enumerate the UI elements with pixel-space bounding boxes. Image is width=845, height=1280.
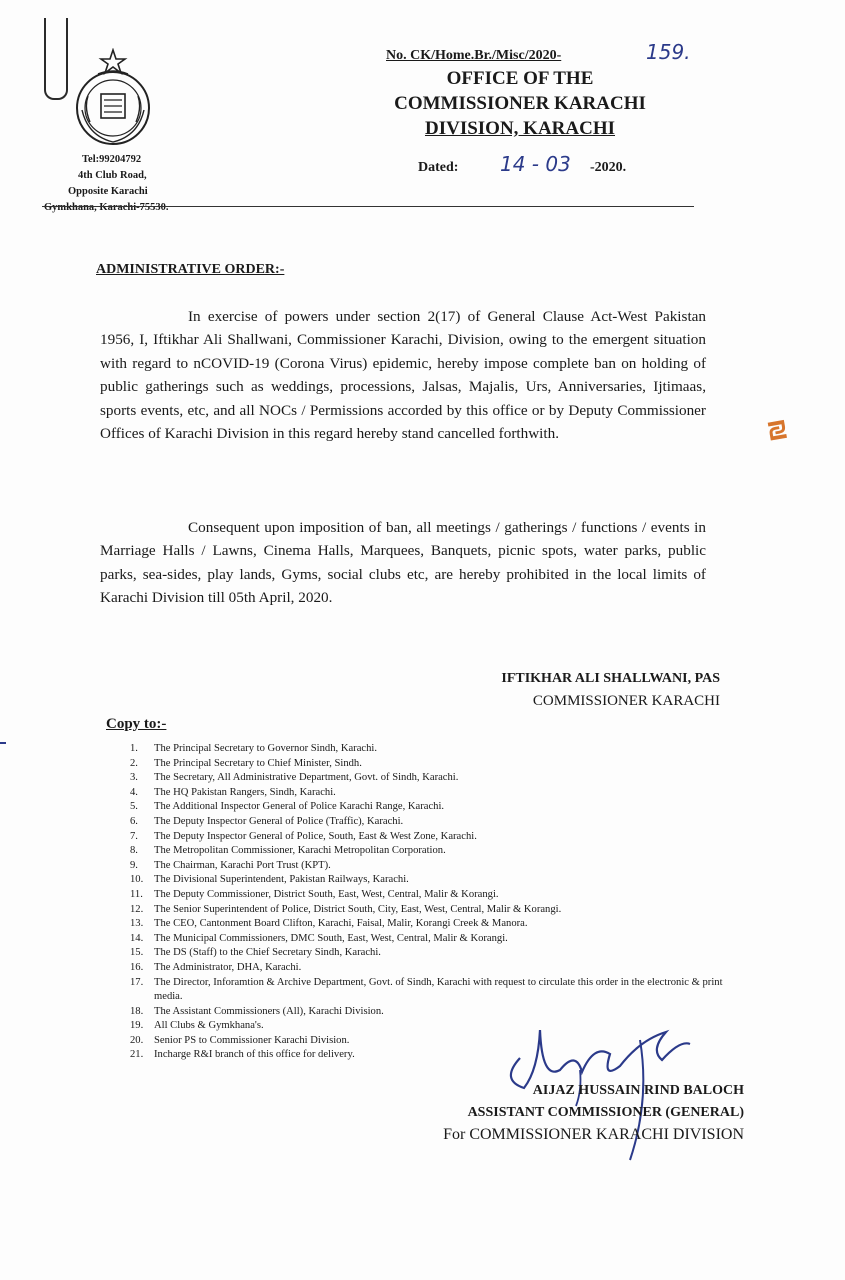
office-heading bbox=[340, 66, 700, 141]
list-item-number: 3. bbox=[130, 772, 138, 784]
list-item-text: The Principal Secretary to Chief Minister, Sindh. bbox=[154, 757, 362, 769]
list-item-number: 8. bbox=[130, 845, 138, 857]
list-item-text: The Chairman, Karachi Port Trust (KPT). bbox=[154, 859, 331, 871]
list-item-number: 19. bbox=[130, 1020, 144, 1032]
list-item bbox=[130, 844, 750, 859]
list-item-number: 15. bbox=[130, 947, 144, 959]
assistant-signatory-block bbox=[360, 1080, 744, 1146]
list-item-number: 2. bbox=[130, 757, 138, 769]
list-item-text: The Secretary, All Administrative Department, Govt. of Sindh, Karachi. bbox=[154, 772, 459, 784]
list-item-number: 13. bbox=[130, 918, 144, 930]
margin-ink-mark-icon: ₪ bbox=[761, 418, 790, 443]
list-item-number: 18. bbox=[130, 1005, 144, 1017]
list-item-text: The Assistant Commissioners (All), Karachi Division. bbox=[154, 1005, 384, 1017]
paper-clip bbox=[44, 18, 68, 100]
list-item bbox=[130, 976, 750, 1005]
list-item-text: The CEO, Cantonment Board Clifton, Karachi, Faisal, Malir, Korangi Creek & Manora. bbox=[154, 918, 528, 930]
signatory-block bbox=[440, 668, 720, 712]
list-item bbox=[130, 771, 750, 786]
order-title: ADMINISTRATIVE ORDER:- bbox=[96, 262, 285, 277]
handwritten-date: 14 - 03 bbox=[500, 152, 571, 176]
list-item-number: 7. bbox=[130, 830, 138, 842]
list-item-number: 10. bbox=[130, 874, 144, 886]
list-item-text: The Director, Inforamtion & Archive Department, Govt. of Sindh, Karachi with request to circulate this order in the electronic & print media. bbox=[154, 976, 723, 1003]
list-item-text: The Deputy Commissioner, District South, East, West, Central, Malir & Korangi. bbox=[154, 888, 499, 900]
list-item-text: The Municipal Commissioners, DMC South, East, West, Central, Malir & Korangi. bbox=[154, 932, 508, 944]
signatory-title: COMMISSIONER KARACHI bbox=[532, 693, 720, 709]
list-item bbox=[130, 800, 750, 815]
list-item-text: The Senior Superintendent of Police, District South, City, East, West, Central, Malir & Korangi. bbox=[154, 903, 562, 915]
list-item-number: 17. bbox=[130, 976, 144, 988]
list-item bbox=[130, 742, 750, 757]
list-item bbox=[130, 859, 750, 874]
list-item-text: The Deputy Inspector General of Police (Traffic), Karachi. bbox=[154, 815, 404, 827]
list-item bbox=[130, 917, 750, 932]
office-heading-line: DIVISION, KARACHI bbox=[424, 118, 616, 139]
dated-label: Dated: bbox=[418, 160, 459, 175]
government-seal-icon bbox=[68, 48, 158, 152]
list-item-text: All Clubs & Gymkhana's. bbox=[154, 1020, 264, 1032]
list-item bbox=[130, 903, 750, 918]
list-item-number: 9. bbox=[130, 859, 138, 871]
handwritten-reference: 159. bbox=[646, 40, 691, 64]
list-item-text: The HQ Pakistan Rangers, Sindh, Karachi. bbox=[154, 786, 336, 798]
list-item bbox=[130, 946, 750, 961]
list-item bbox=[130, 830, 750, 845]
list-item-text: The DS (Staff) to the Chief Secretary Sindh, Karachi. bbox=[154, 947, 381, 959]
list-item-number: 21. bbox=[130, 1049, 144, 1061]
copy-to-heading: Copy to:- bbox=[106, 716, 167, 732]
list-item-text: The Administrator, DHA, Karachi. bbox=[154, 961, 302, 973]
address-line: 4th Club Road, bbox=[78, 170, 147, 181]
list-item-number: 6. bbox=[130, 815, 138, 827]
list-item bbox=[130, 873, 750, 888]
address-line: Gymkhana, Karachi-75530. bbox=[44, 202, 169, 213]
date-year: -2020. bbox=[590, 160, 627, 175]
reference-number: No. CK/Home.Br./Misc/2020- bbox=[386, 48, 562, 63]
list-item-number: 5. bbox=[130, 801, 138, 813]
list-item-number: 1. bbox=[130, 743, 138, 754]
list-item-text: Incharge R&I branch of this office for delivery. bbox=[154, 1049, 355, 1061]
list-item-number: 20. bbox=[130, 1034, 144, 1046]
list-item-number: 16. bbox=[130, 961, 144, 973]
list-item bbox=[130, 961, 750, 976]
list-item-text: The Metropolitan Commissioner, Karachi Metropolitan Corporation. bbox=[154, 845, 446, 857]
order-paragraph: Consequent upon imposition of ban, all meetings / gatherings / functions / events in Marriage Halls / Lawns, Cinema Halls, Marquees, Banquets, picnic spots, water parks, public parks, sea-sides, play lands, Gyms, social clubs etc, are hereby prohibited in the local limits of Karachi Division till 05th April, 2020. bbox=[100, 519, 706, 607]
order-paragraph: In exercise of powers under section 2(17) of General Clause Act-West Pakistan 1956, I, Iftikhar Ali Shallwani, Commissioner Karachi, Division, owing to the emergent situation with regard to nCOVID-19 (Corona Virus) epidemic, hereby impose complete ban on holding of public gatherings such as weddings, processions, Jalsas, Majalis, Urs, Anniversaries, Ijtimaas, sports events, etc, and all NOCs / Permissions accorded by this office or by Deputy Commissioner Offices of Karachi Division in this regard hereby stand cancelled forthwith. bbox=[100, 308, 706, 443]
edge-ink-mark bbox=[0, 742, 6, 744]
list-item bbox=[130, 888, 750, 903]
for-commissioner-line: For COMMISSIONER KARACHI DIVISION bbox=[443, 1126, 744, 1143]
telephone: Tel:99204792 bbox=[82, 154, 142, 165]
list-item-text: The Deputy Inspector General of Police, South, East & West Zone, Karachi. bbox=[154, 830, 477, 842]
assistant-signatory-name: AIJAZ HUSSAIN RIND BALOCH bbox=[532, 1083, 744, 1098]
list-item-number: 12. bbox=[130, 903, 144, 915]
list-item-text: The Additional Inspector General of Police Karachi Range, Karachi. bbox=[154, 801, 445, 813]
address-line: Opposite Karachi bbox=[68, 186, 148, 197]
list-item bbox=[130, 932, 750, 947]
list-item-text: Senior PS to Commissioner Karachi Division. bbox=[154, 1034, 350, 1046]
list-item-number: 14. bbox=[130, 932, 144, 944]
header-divider bbox=[42, 206, 694, 207]
office-heading-line: COMMISSIONER KARACHI bbox=[394, 93, 646, 114]
list-item-text: The Principal Secretary to Governor Sindh, Karachi. bbox=[154, 743, 377, 754]
list-item-number: 4. bbox=[130, 786, 138, 798]
list-item-number: 11. bbox=[130, 888, 143, 900]
list-item bbox=[130, 757, 750, 772]
list-item bbox=[130, 786, 750, 801]
assistant-signatory-title: ASSISTANT COMMISSIONER (GENERAL) bbox=[467, 1105, 744, 1120]
list-item-text: The Divisional Superintendent, Pakistan Railways, Karachi. bbox=[154, 874, 409, 886]
list-item bbox=[130, 815, 750, 830]
office-heading-line: OFFICE OF THE bbox=[446, 68, 594, 89]
signatory-name: IFTIKHAR ALI SHALLWANI, PAS bbox=[501, 671, 720, 686]
